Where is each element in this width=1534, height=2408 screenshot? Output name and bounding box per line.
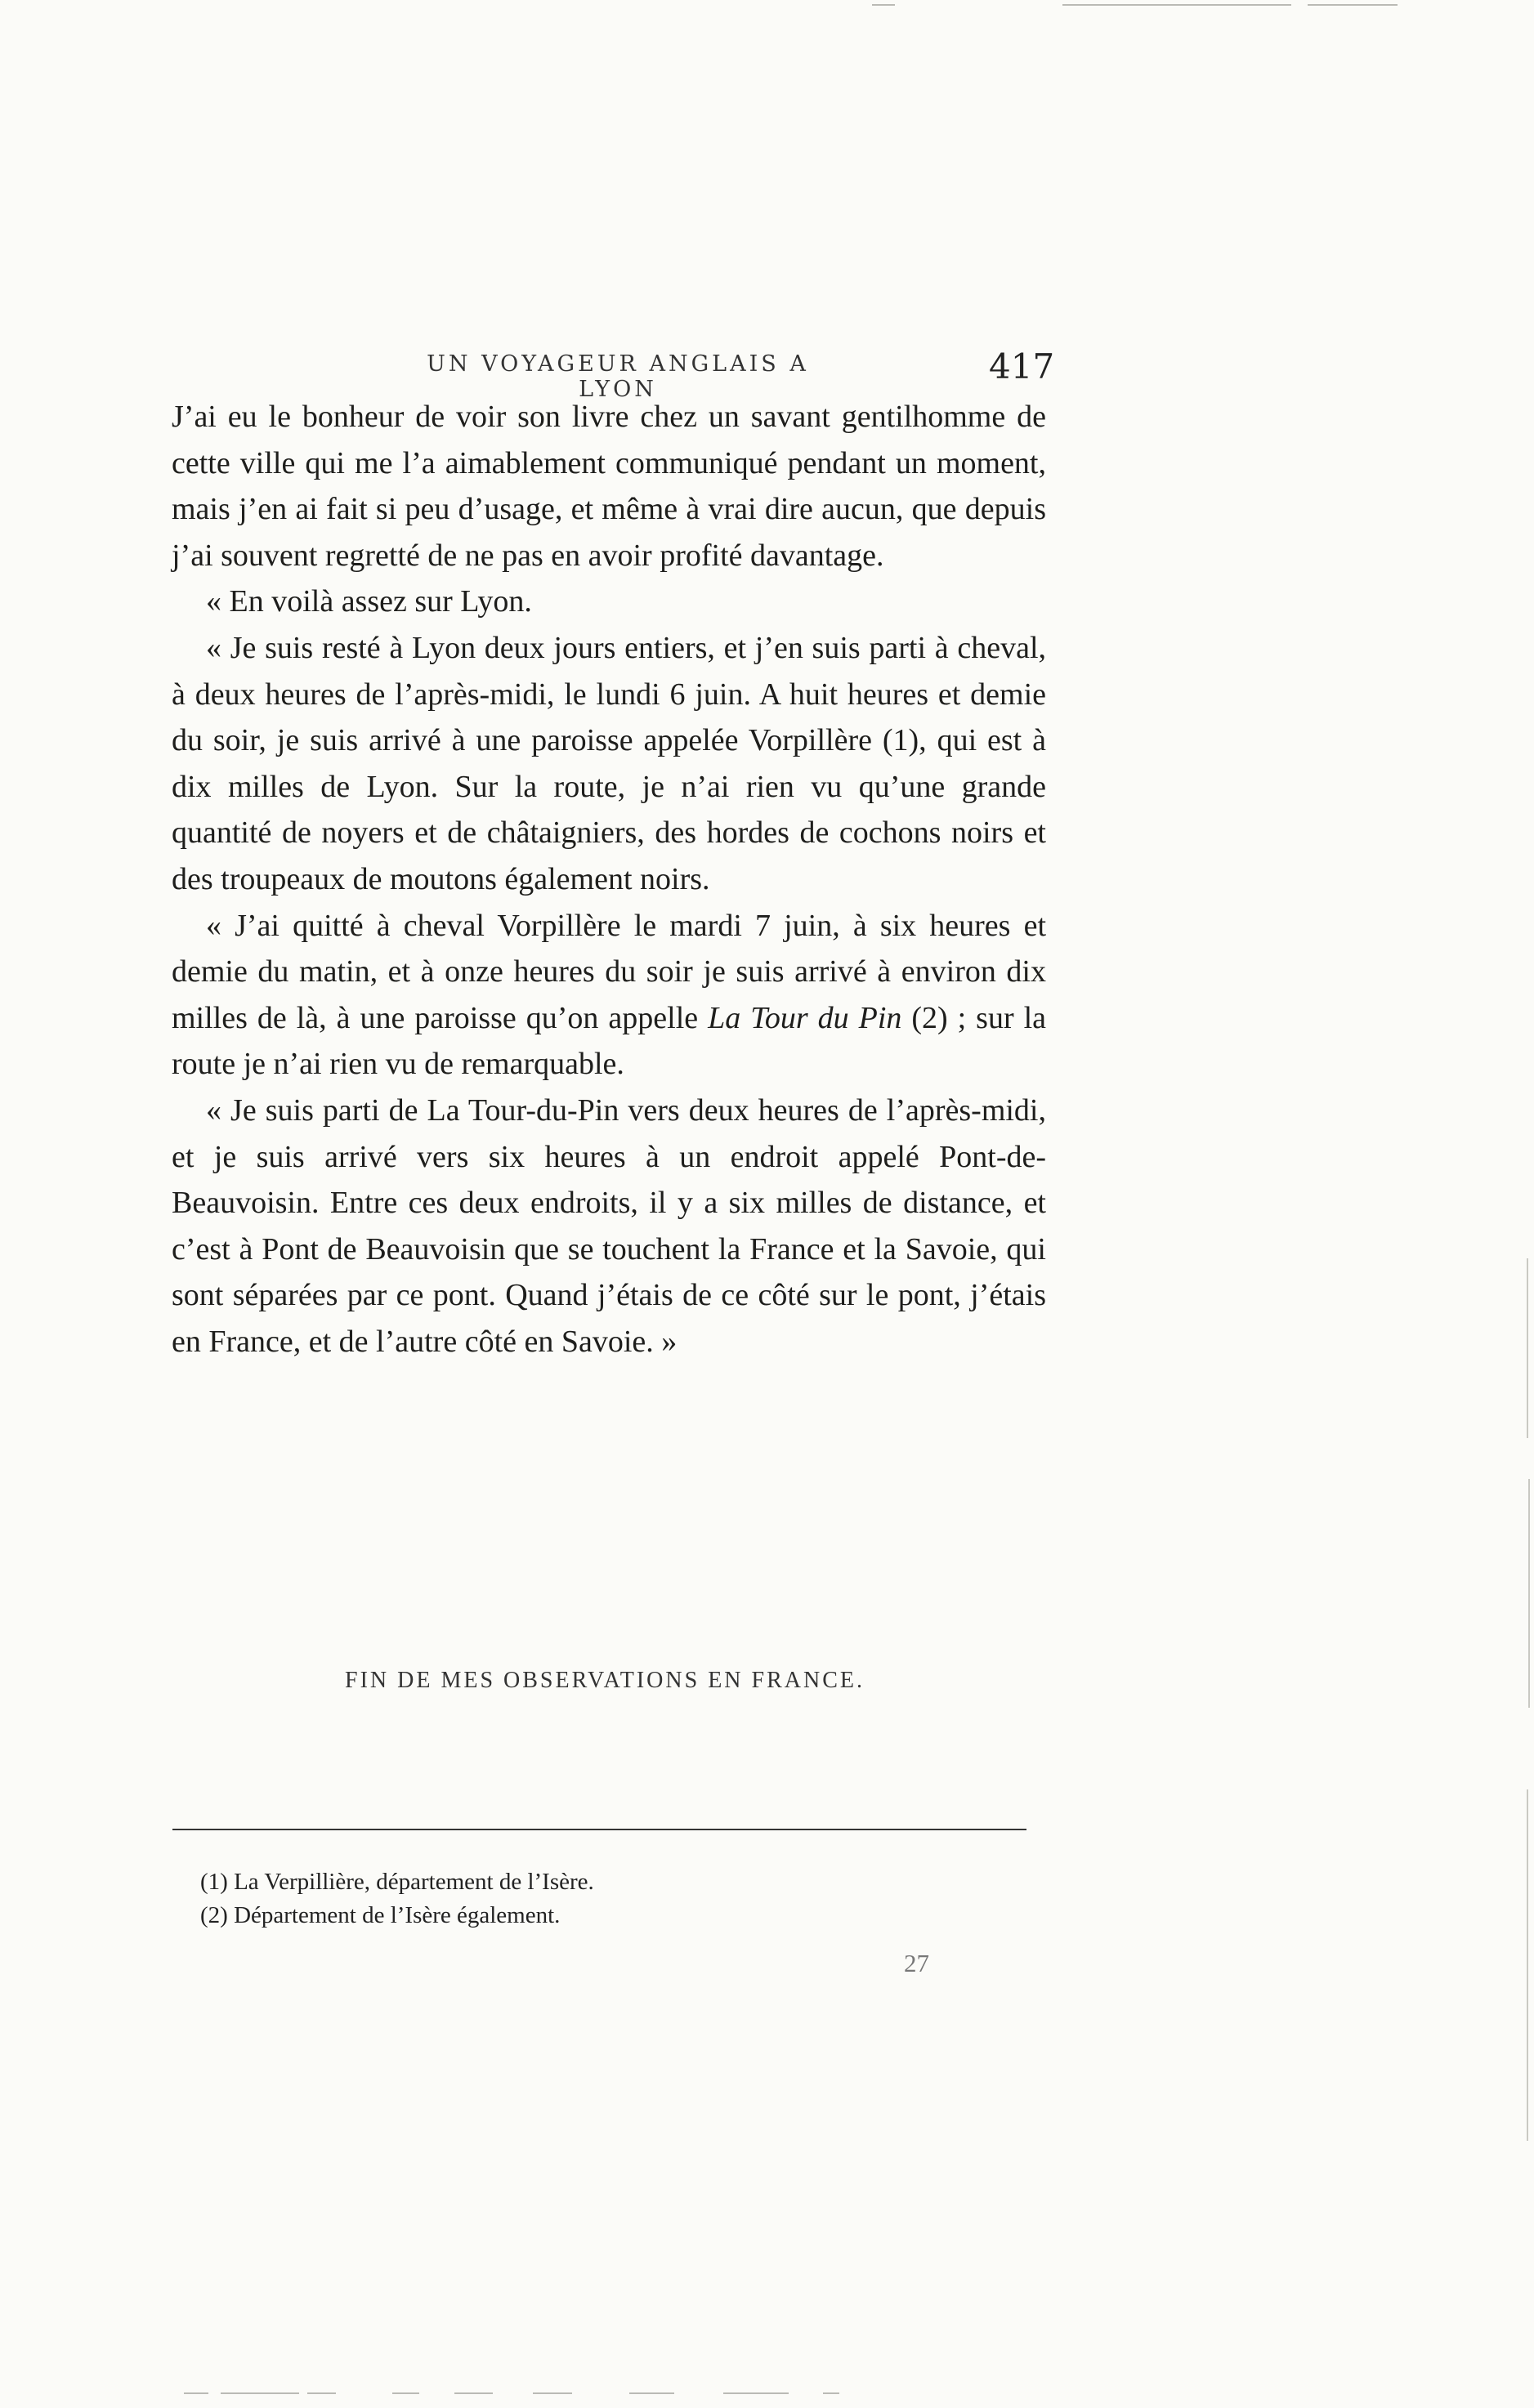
footnote-divider (172, 1829, 1026, 1830)
right-page-edge-line-1 (1527, 1258, 1528, 1438)
running-head: UN VOYAGEUR ANGLAIS A LYON (427, 351, 809, 402)
bottom-scan-mark-2 (221, 2392, 299, 2394)
printer-signature: 27 (904, 1949, 929, 1977)
bottom-scan-mark-3 (307, 2392, 336, 2394)
bottom-scan-mark-4 (392, 2392, 419, 2394)
bottom-scan-mark-6 (533, 2392, 572, 2394)
bottom-scan-mark-8 (723, 2392, 789, 2394)
closing-line: FIN DE MES OBSERVATIONS EN FRANCE. (345, 1668, 865, 1693)
main-text-block (172, 394, 1046, 1365)
footnote-2: (2) Département de l’Isère également. (200, 1902, 561, 1928)
paragraph-4 (172, 903, 1046, 1088)
page-number: 417 (989, 346, 1055, 386)
bottom-scan-mark-7 (629, 2392, 674, 2394)
paragraph-4-italic-place-name: La Tour du Pin (708, 1000, 902, 1035)
paragraph-3: « Je suis resté à Lyon deux jours entiers, et j’en suis parti à cheval, à deux heures de l’après-midi, le lundi 6 juin. A huit heures et demie du soir, je suis arrivé à une paroisse appelée Vorpillère (1), qui est à dix milles de Lyon. Sur la route, je n’ai rien vu qu’une grande quantité de noyers et de châtaigniers, des hordes de cochons noirs et des troupeaux de moutons également noirs. (172, 630, 1046, 896)
top-scan-mark-far-right (1308, 4, 1398, 6)
top-scan-mark-left (872, 4, 895, 6)
bottom-scan-mark-1 (184, 2392, 208, 2394)
right-page-edge-line-3 (1527, 1789, 1528, 2141)
paragraph-4-text-before-italic: « J’ai quitté à cheval Vorpillère le mardi 7 juin, à six heures et demie du matin, et à onze heures du soir je suis arrivé à environ dix milles de là, à une paroisse qu’on appelle (172, 908, 1046, 1035)
paragraph-2: « En voilà assez sur Lyon. (206, 584, 532, 619)
bottom-scan-mark-9 (823, 2392, 839, 2394)
paragraph-5: « Je suis parti de La Tour-du-Pin vers deux heures de l’après-midi, et je suis arrivé vers six heures à un endroit appelé Pont-de-Beauvoisin. Entre ces deux endroits, il y a six milles de distance, et c’est à Pont de Beauvoisin que se touchent la France et la Savoie, qui sont séparées par ce pont. Quand j’étais de ce côté sur le pont, j’étais en France, et de l’autre côté en Savoie. » (172, 1092, 1046, 1359)
paragraph-4-text-after-italic: (2) ; sur la route je n’ai rien vu de remarquable. (172, 1000, 1047, 1082)
bottom-scan-mark-5 (454, 2392, 493, 2394)
footnote-1: (1) La Verpillière, département de l’Isère. (200, 1869, 594, 1895)
right-page-edge-line-2 (1528, 1479, 1530, 1708)
top-scan-mark-right (1062, 4, 1291, 6)
footnotes (200, 1865, 854, 1932)
paragraph-1: J’ai eu le bonheur de voir son livre chez un savant gentilhomme de cette ville qui me l’a aimablement communiqué pendant un moment, mais j’en ai fait si peu d’usage, et même à vrai dire aucun, que depuis j’ai souvent regretté de ne pas en avoir profité davantage. (172, 400, 1046, 573)
